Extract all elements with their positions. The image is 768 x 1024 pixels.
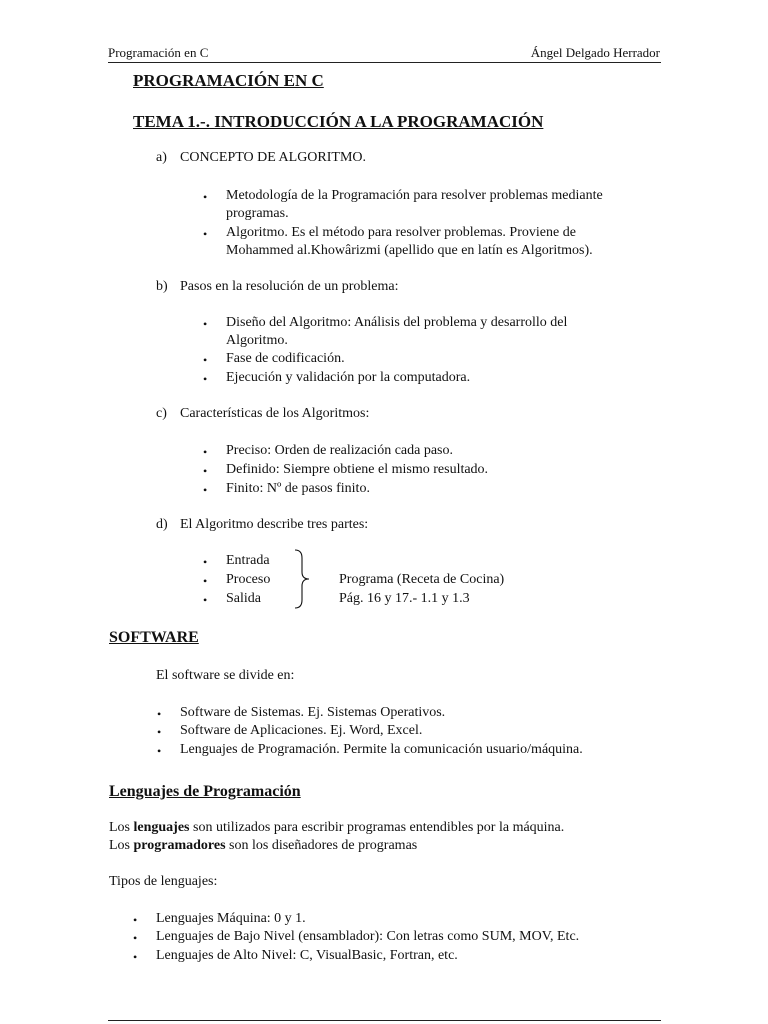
list-item: Proceso (226, 572, 271, 587)
software-intro: El software se divide en: (156, 668, 295, 683)
list-item: Software de Sistemas. Ej. Sistemas Operativos. (180, 705, 446, 720)
bullet-icon: • (133, 913, 138, 927)
section-c-heading: Características de los Algoritmos: (180, 406, 370, 421)
section-a-heading: CONCEPTO DE ALGORITMO. (180, 150, 367, 165)
header-left: Programación en C (108, 45, 209, 60)
brace-note-program: Programa (Receta de Cocina) (339, 572, 505, 587)
bullet-icon: • (203, 574, 208, 588)
tema-heading: TEMA 1.-. INTRODUCCIÓN A LA PROGRAMACIÓN (133, 112, 544, 131)
bullet-icon: • (133, 950, 138, 964)
section-b-marker: b) (156, 279, 168, 294)
bullet-icon: • (203, 555, 208, 569)
bullet-icon: • (203, 353, 208, 367)
lenguajes-heading: Lenguajes de Programación (109, 783, 301, 800)
section-b-heading: Pasos en la resolución de un problema: (180, 279, 399, 294)
bullet-icon: • (133, 931, 138, 945)
header-right: Ángel Delgado Herrador (530, 45, 660, 60)
list-item-continued: Algoritmo. (226, 333, 288, 348)
list-item: Finito: Nº de pasos finito. (226, 481, 370, 496)
bullet-icon: • (203, 445, 208, 459)
bullet-icon: • (203, 593, 208, 607)
list-item: Software de Aplicaciones. Ej. Word, Excel. (180, 723, 423, 738)
lenguajes-line-2: Los programadores son los diseñadores de programas (109, 838, 418, 853)
software-heading: SOFTWARE (109, 629, 199, 646)
brace-note-pages: Pág. 16 y 17.- 1.1 y 1.3 (339, 591, 470, 606)
list-item: Salida (226, 591, 261, 606)
list-item: Metodología de la Programación para resolver problemas mediante (226, 188, 603, 203)
section-c-marker: c) (156, 406, 167, 421)
bullet-icon: • (203, 372, 208, 386)
bullet-icon: • (157, 744, 162, 758)
section-a-marker: a) (156, 150, 167, 165)
bullet-icon: • (203, 483, 208, 497)
bullet-icon: • (203, 464, 208, 478)
list-item: Lenguajes de Alto Nivel: C, VisualBasic, Fortran, etc. (156, 948, 458, 963)
header-rule (108, 62, 661, 63)
list-item: Algoritmo. Es el método para resolver problemas. Proviene de (226, 225, 576, 240)
page-title: PROGRAMACIÓN EN C (133, 71, 324, 90)
tipos-label: Tipos de lenguajes: (109, 874, 218, 889)
list-item: Lenguajes de Programación. Permite la comunicación usuario/máquina. (180, 742, 583, 757)
section-d-heading: El Algoritmo describe tres partes: (180, 517, 369, 532)
list-item: Entrada (226, 553, 270, 568)
list-item-continued: programas. (226, 206, 289, 221)
list-item: Diseño del Algoritmo: Análisis del problema y desarrollo del (226, 315, 568, 330)
bullet-icon: • (157, 707, 162, 721)
list-item: Fase de codificación. (226, 351, 345, 366)
bullet-icon: • (203, 227, 208, 241)
bullet-icon: • (157, 725, 162, 739)
list-item-continued: Mohammed al.Khowârizmi (apellido que en latín es Algoritmos). (226, 243, 593, 258)
lenguajes-line-1: Los lenguajes son utilizados para escribir programas entendibles por la máquina. (109, 820, 565, 835)
list-item: Preciso: Orden de realización cada paso. (226, 443, 454, 458)
footer-rule (108, 1020, 661, 1021)
right-brace-icon (293, 548, 313, 610)
list-item: Lenguajes Máquina: 0 y 1. (156, 911, 306, 926)
list-item: Lenguajes de Bajo Nivel (ensamblador): Con letras como SUM, MOV, Etc. (156, 929, 580, 944)
bullet-icon: • (203, 317, 208, 331)
section-d-marker: d) (156, 517, 168, 532)
list-item: Definido: Siempre obtiene el mismo resultado. (226, 462, 489, 477)
bullet-icon: • (203, 190, 208, 204)
list-item: Ejecución y validación por la computadora. (226, 370, 471, 385)
